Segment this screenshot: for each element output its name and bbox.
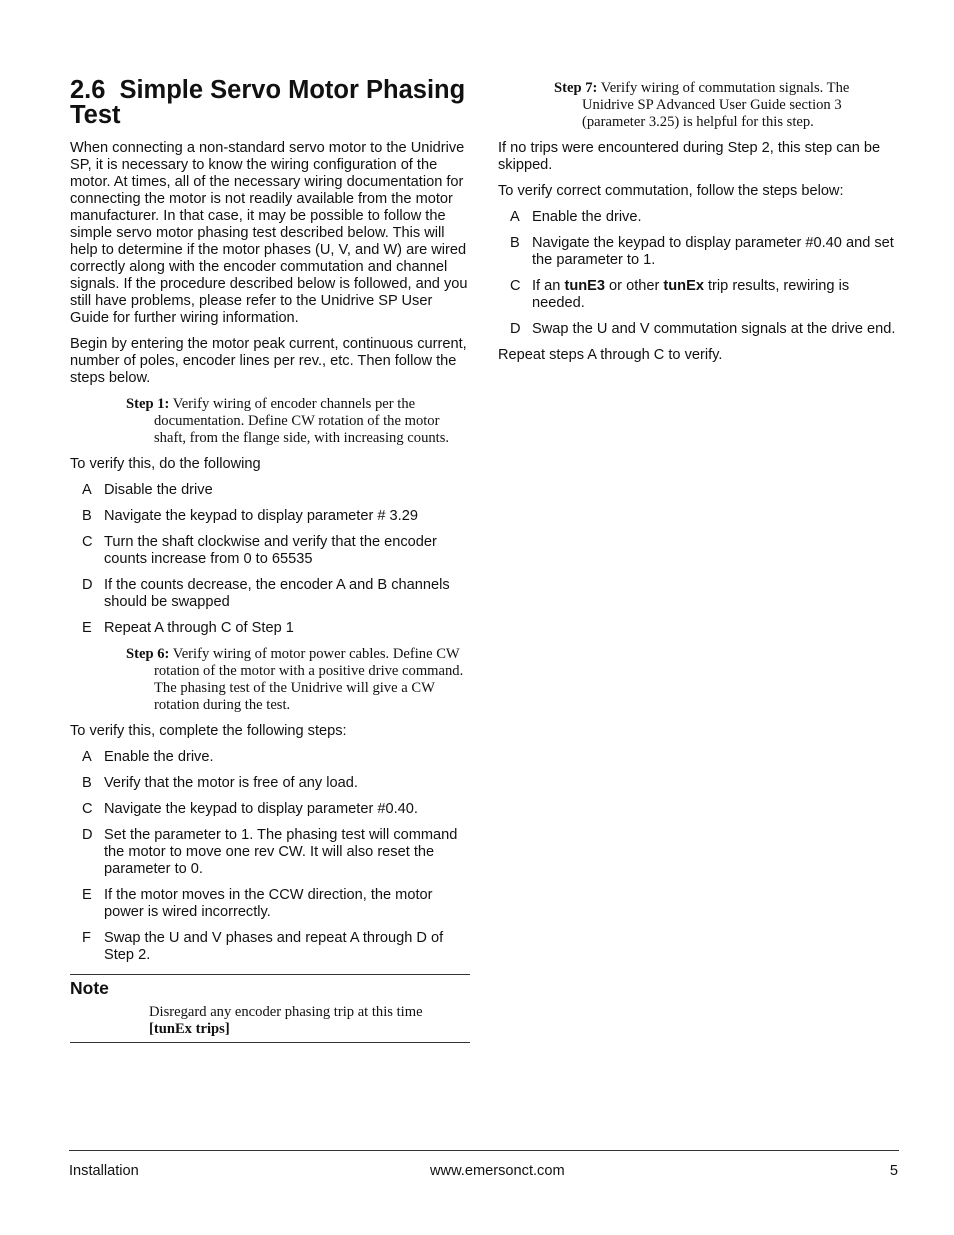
footer-website: www.emersonct.com [430,1163,565,1179]
step-7-label: Step 7: [554,80,598,96]
right-column [498,80,898,373]
trip-code-tune3: tunE3 [564,278,605,294]
page-number: 5 [889,1163,898,1179]
verify-intro-3: To verify correct commutation, follow the steps below: [498,183,844,199]
note-box [70,974,470,1043]
left-column [70,78,470,1043]
step-6-text: Verify wiring of motor power cables. Define CW rotation of the motor with a positive drive command. The phasing test of the Unidrive will give a CW rotation during the test. [154,646,464,713]
section-heading [70,78,470,128]
section-number: 2.6 [70,76,106,104]
list-item: C Navigate the keypad to display parameter #0.40. [82,801,418,817]
list-item: A Enable the drive. [82,749,214,765]
list-item: A Disable the drive [82,482,213,498]
list-item: B Navigate the keypad to display parameter #0.40 and set the parameter to 1. [510,235,894,268]
note-bold-text: [tunEx trips] [149,1021,230,1037]
note-text: Disregard any encoder phasing trip at this time [149,1004,423,1020]
list-item: D Set the parameter to 1. The phasing test will command the motor to move one rev CW. It will also reset the parameter to 0. [82,827,458,877]
list-item: C Turn the shaft clockwise and verify that the encoder counts increase from 0 to 65535 [82,534,437,567]
section-title: Simple Servo Motor Phasing Test [70,76,466,129]
trip-code-tunex: tunEx [663,278,704,294]
step-6-label: Step 6: [126,646,170,662]
list-item: C If an tunE3 or other tunEx trip results, rewiring is needed. [510,278,850,311]
verify-intro-1: To verify this, do the following [70,456,261,472]
step-1-label: Step 1: [126,396,170,412]
list-item: B Navigate the keypad to display parameter # 3.29 [82,508,418,524]
list-item: B Verify that the motor is free of any load. [82,775,358,791]
footer-section: Installation [69,1163,139,1179]
step-1 [70,396,470,447]
step-1-list [70,482,470,637]
begin-paragraph: Begin by entering the motor peak current, continuous current, number of poles, encoder lines per rev., etc. Then follow the steps below. [70,336,467,386]
repeat-paragraph: Repeat steps A through C to verify. [498,347,723,363]
verify-intro-2: To verify this, complete the following steps: [70,723,347,739]
list-item: A Enable the drive. [510,209,642,225]
note-body [70,1004,470,1038]
no-trips-paragraph: If no trips were encountered during Step 2, this step can be skipped. [498,140,881,173]
list-item: D If the counts decrease, the encoder A and B channels should be swapped [82,577,450,610]
list-item: E If the motor moves in the CCW direction, the motor power is wired incorrectly. [82,887,433,920]
list-item: E Repeat A through C of Step 1 [82,620,294,636]
list-item: D Swap the U and V commutation signals at the drive end. [510,321,896,337]
step-6-list [70,749,470,964]
step-7-list [498,209,898,338]
step-7-text: Verify wiring of commutation signals. The Unidrive SP Advanced User Guide section 3 (parameter 3.25) is helpful for this step. [582,80,850,130]
step-7 [498,80,898,131]
step-6 [70,646,470,714]
step-1-text: Verify wiring of encoder channels per the documentation. Define CW rotation of the motor shaft, from the flange side, with increasing counts. [154,396,450,446]
list-item: F Swap the U and V phases and repeat A through D of Step 2. [82,930,444,963]
intro-paragraph: When connecting a non-standard servo motor to the Unidrive SP, it is necessary to know the wiring configuration of the motor. At times, all of the necessary wiring documentation for connecting the motor is not readily available from the motor manufacturer. In that case, it may be possible to follow the simple servo motor phasing test described below. This will help to determine if the motor phases (U, V, and W) are wired correctly along with the encoder commutation and channel signals. If the procedure described below is followed, and you still have problems, please refer to the Unidrive SP User Guide for further wiring information. [70,140,468,326]
note-title: Note [70,978,109,998]
page-footer [69,1150,899,1179]
